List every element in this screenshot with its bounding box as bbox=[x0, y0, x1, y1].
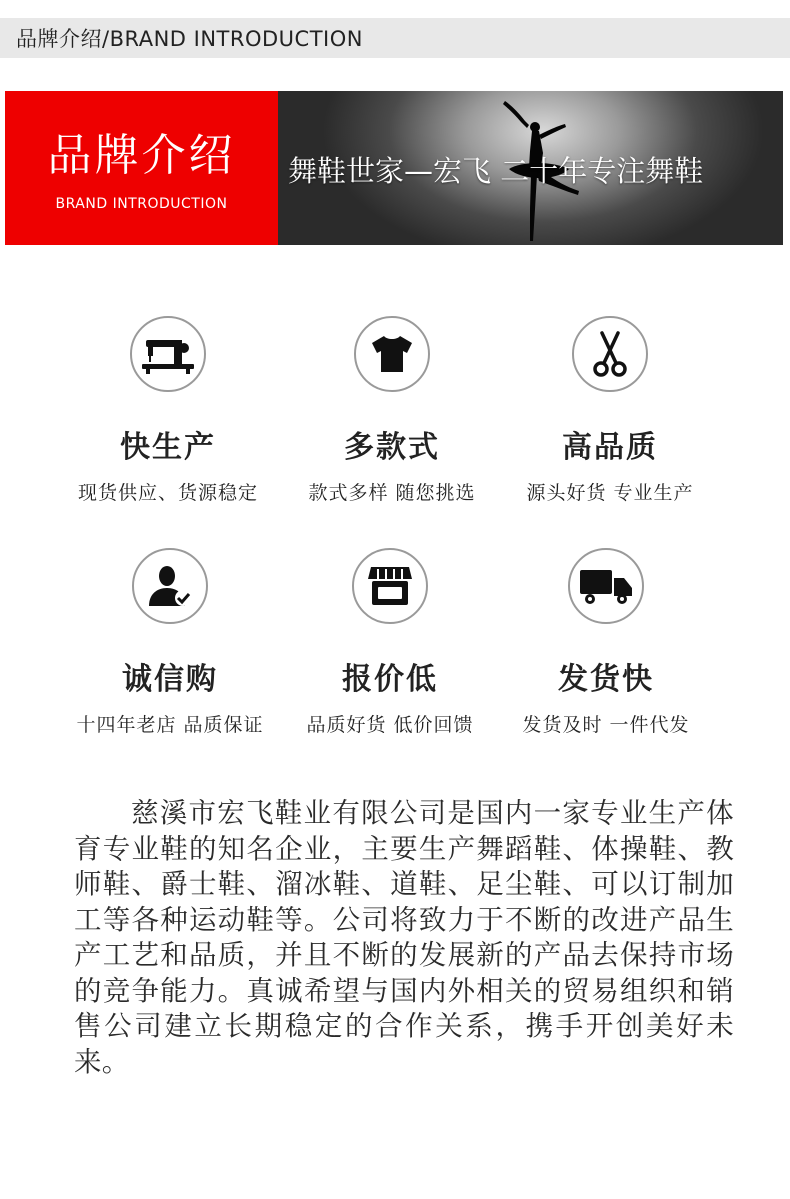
feature-subtitle: 款式多样 随您挑选 bbox=[308, 482, 476, 504]
section-header-title: 品牌介绍/BRAND INTRODUCTION bbox=[16, 27, 363, 51]
feature-subtitle: 源头好货 专业生产 bbox=[526, 482, 694, 504]
banner-title-en: BRAND INTRODUCTION bbox=[55, 196, 228, 212]
banner-title-cn: 品牌介绍 bbox=[47, 130, 236, 181]
company-introduction: 慈溪市宏飞鞋业有限公司是国内一家专业生产体育专业鞋的知名企业，主要生产舞蹈鞋、体操鞋、教师鞋、爵士鞋、溜冰鞋、道鞋、足尘鞋、可以订制加工等各种运动鞋等。公司将致力于不断的改进产品生产工艺和品质，并且不断的发展新的产品去保持市场的竞争能力。真诚希望与国内外相关的贸易组织和销售公司建立长期稳定的合作关系，携手开创美好未来。 bbox=[74, 797, 734, 1078]
brand-banner bbox=[5, 91, 783, 245]
feature-title: 诚信购 bbox=[122, 662, 218, 697]
feature-low-price bbox=[270, 548, 510, 737]
user-check-icon bbox=[147, 564, 193, 608]
banner-slogan: 舞鞋世家—宏飞 二十年专注舞鞋 bbox=[288, 154, 704, 188]
feature-fast-delivery bbox=[486, 548, 726, 737]
feature-icon-circle bbox=[568, 548, 644, 624]
feature-icon-circle bbox=[132, 548, 208, 624]
banner-title-block bbox=[5, 91, 278, 245]
feature-title: 高品质 bbox=[562, 430, 658, 465]
feature-icon-circle bbox=[352, 548, 428, 624]
feature-title: 报价低 bbox=[342, 662, 438, 697]
feature-icon-circle bbox=[572, 316, 648, 392]
banner-photo bbox=[278, 91, 783, 245]
feature-fast-production bbox=[48, 316, 288, 505]
truck-icon bbox=[578, 566, 634, 606]
feature-title: 快生产 bbox=[120, 430, 216, 465]
scissors-icon bbox=[590, 329, 630, 379]
feature-high-quality bbox=[490, 316, 730, 505]
feature-title: 多款式 bbox=[344, 430, 440, 465]
feature-subtitle: 发货及时 一件代发 bbox=[522, 714, 690, 736]
feature-subtitle: 十四年老店 品质保证 bbox=[76, 714, 264, 736]
feature-title: 发货快 bbox=[558, 662, 654, 697]
feature-icon-circle bbox=[130, 316, 206, 392]
feature-honest-purchase bbox=[50, 548, 290, 737]
feature-subtitle: 现货供应、货源稳定 bbox=[77, 482, 258, 504]
store-icon bbox=[367, 565, 413, 607]
section-header bbox=[0, 18, 790, 58]
feature-icon-circle bbox=[354, 316, 430, 392]
sewing-machine-icon bbox=[142, 334, 194, 374]
feature-many-styles bbox=[272, 316, 512, 505]
feature-subtitle: 品质好货 低价回馈 bbox=[306, 714, 474, 736]
tshirt-icon bbox=[370, 334, 414, 374]
